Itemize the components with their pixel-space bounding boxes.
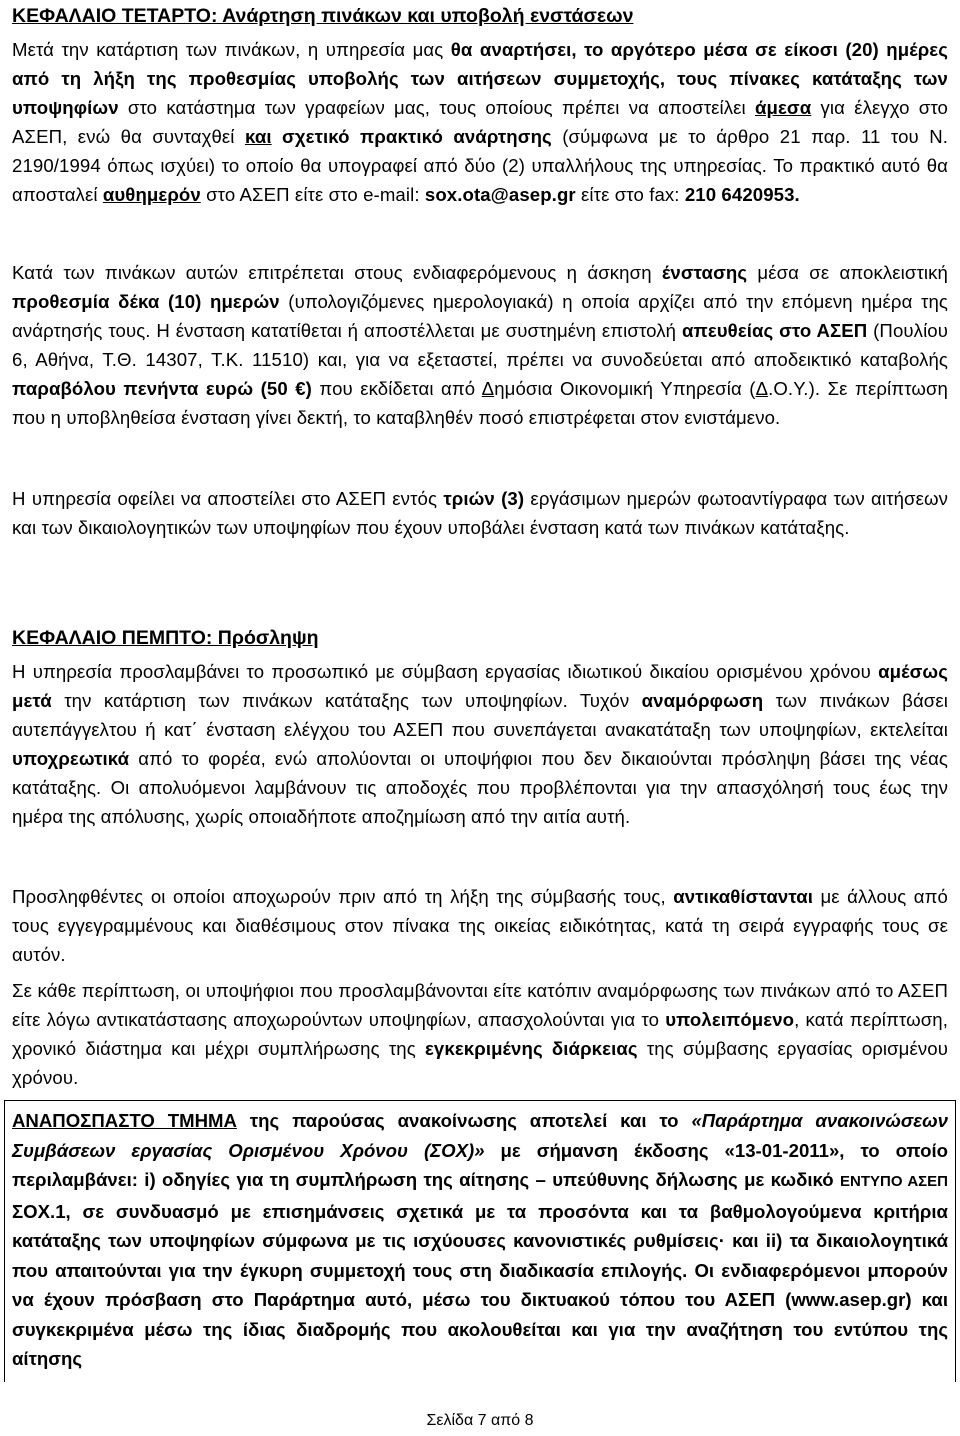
detachable-section-text: ΑΝΑΠΟΣΠΑΣΤΟ ΤΜΗΜΑ της παρούσας ανακοίνωσης αποτελεί και το «Παράρτημα ανακοινώσεων Συμβάσεων εργασίας Ορισμένου Χρόνου (ΣΟΧ)» με σήμανση έκδοσης «13-01-2011», το οποίο περιλαμβάνει: i) οδηγίες για τη συμπλήρωση της αίτησης – υπεύθυνης δήλωσης με κωδικό ΕΝΤΥΠΟ ΑΣΕΠ ΣΟΧ.1, σε συνδυασμό με επισημάνσεις σχετικά με τα προσόντα και τα βαθμολογούμενα κριτήρια κατάταξης των υποψηφίων σύμφωνα με τις ισχύουσες κανονιστικές ρυθμίσεις· και ii) τα δικαιολογητικά που απαιτούνται για την έγκυρη συμμετοχή τους στη διαδικασία επιλογής. Οι ενδιαφερόμενοι μπορούν να έχουν πρόσβαση στο Παράρτημα αυτό, μέσω του δικτυακού τόπου του ΑΣΕΠ (www.asep.gr) και συγκεκριμένα μέσω της ίδιας διαδρομής που ακολουθείται και για την αναζήτηση του εντύπου της αίτησης bbox=[12, 1110, 949, 1369]
chapter4-title: ΚΕΦΑΛΑΙΟ ΤΕΤΑΡΤΟ: Ανάρτηση πινάκων και υποβολή ενστάσεων bbox=[12, 5, 634, 27]
email-address: sox.ota@asep.gr bbox=[424, 184, 576, 205]
chapter5-paragraph-1: Η υπηρεσία προσλαμβάνει το προσωπικό με σύμβαση εργασίας ιδιωτικού δικαίου ορισμένου χρόνου αμέσως μετά την κατάρτιση των πινάκων κατάταξης των υποψηφίων. Τυχόν αναμόρφωση των πινάκων βάσει αυτεπάγγελτου ή κατ΄ ένσταση ελέγχου του ΑΣΕΠ που συνεπάγεται ανακατάταξη των υποψηφίων, εκτελείται υποχρεωτικά από το φορέα, ενώ απολύονται οι υποψήφιοι που δεν δικαιούνται πρόσληψη βάσει της νέας κατάταξης. Οι απολυόμενοι λαμβάνουν τις αποδοχές που προβλέπονται για την απασχόλησή τους έως την ημέρα της απόλυσης, χωρίς οποιαδήποτε αποζημίωση από την αιτία αυτή. bbox=[12, 661, 948, 827]
fax-number: 210 6420953. bbox=[684, 184, 800, 205]
page-number: Σελίδα 7 από 8 bbox=[426, 1412, 534, 1429]
chapter5-paragraph-2: Προσληφθέντες οι οποίοι αποχωρούν πριν από τη λήξη της σύμβασής τους, αντικαθίστανται με άλλους από τους εγγεγραμμένους και διαθέσιμους στον πίνακα της οικείας ειδικότητας, κατά τη σειρά εγγραφής τους σε αυτόν. bbox=[12, 886, 948, 965]
chapter4-paragraph-3: Η υπηρεσία οφείλει να αποστείλει στο ΑΣΕΠ εντός τριών (3) εργάσιμων ημερών φωτοαντίγραφα των αιτήσεων και των δικαιολογητικών των υποψηφίων που έχουν υποβάλει ένσταση κατά των πινάκων κατάταξης. bbox=[12, 488, 948, 538]
chapter4-paragraph-2: Κατά των πινάκων αυτών επιτρέπεται στους ενδιαφερόμενους η άσκηση ένστασης μέσα σε αποκλειστική προθεσμία δέκα (10) ημερών (υπολογιζόμενες ημερολογιακά) η οποία αρχίζει από την επόμενη ημέρα της ανάρτησής τους. Η ένσταση κατατίθεται ή αποστέλλεται με συστημένη επιστολή απευθείας στο ΑΣΕΠ (Πουλίου 6, Αθήνα, Τ.Θ. 14307, Τ.Κ. 11510) και, για να εξεταστεί, πρέπει να συνοδεύεται από αποδεικτικό καταβολής παραβόλου πενήντα ευρώ (50 €) που εκδίδεται από Δημόσια Οικονομική Υπηρεσία (Δ.Ο.Υ.). Σε περίπτωση που η υποβληθείσα ένσταση γίνει δεκτή, το καταβληθέν ποσό επιστρέφεται στον ενιστάμενο. bbox=[12, 262, 949, 428]
chapter4-paragraph-1: Μετά την κατάρτιση των πινάκων, η υπηρεσία μας θα αναρτήσει, το αργότερο μέσα σε είκοσι (20) ημέρες από τη λήξη της προθεσμίας υποβολής των αιτήσεων συμμετοχής, τους πίνακες κατάταξης των υποψηφίων στο κατάστημα των γραφείων μας, τους οποίους πρέπει να αποστείλει άμεσα για έλεγχο στο ΑΣΕΠ, ενώ θα συνταχθεί και σχετικό πρακτικό ανάρτησης (σύμφωνα με το άρθρο 21 παρ. 11 του Ν. 2190/1994 όπως ισχύει) το οποίο θα υπογραφεί από δύο (2) υπαλλήλους της υπηρεσίας. Το πρακτικό αυτό θα αποσταλεί αυθημερόν στο ΑΣΕΠ είτε στο e-mail: sox.ota@asep.gr είτε στο fax: 210 6420953. bbox=[12, 39, 949, 205]
chapter5-paragraph-3: Σε κάθε περίπτωση, οι υποψήφιοι που προσλαμβάνονται είτε κατόπιν αναμόρφωσης των πινάκων από το ΑΣΕΠ είτε λόγω αντικατάστασης αποχωρούντων υποψηφίων, απασχολούνται για το υπολειπόμενο, κατά περίπτωση, χρονικό διάστημα και μέχρι συμπλήρωσης της εγκεκριμένης διάρκειας της σύμβασης εργασίας ορισμένου χρόνου. bbox=[12, 980, 948, 1088]
chapter5-title: ΚΕΦΑΛΑΙΟ ΠΕΜΠΤΟ: Πρόσληψη bbox=[12, 627, 319, 649]
